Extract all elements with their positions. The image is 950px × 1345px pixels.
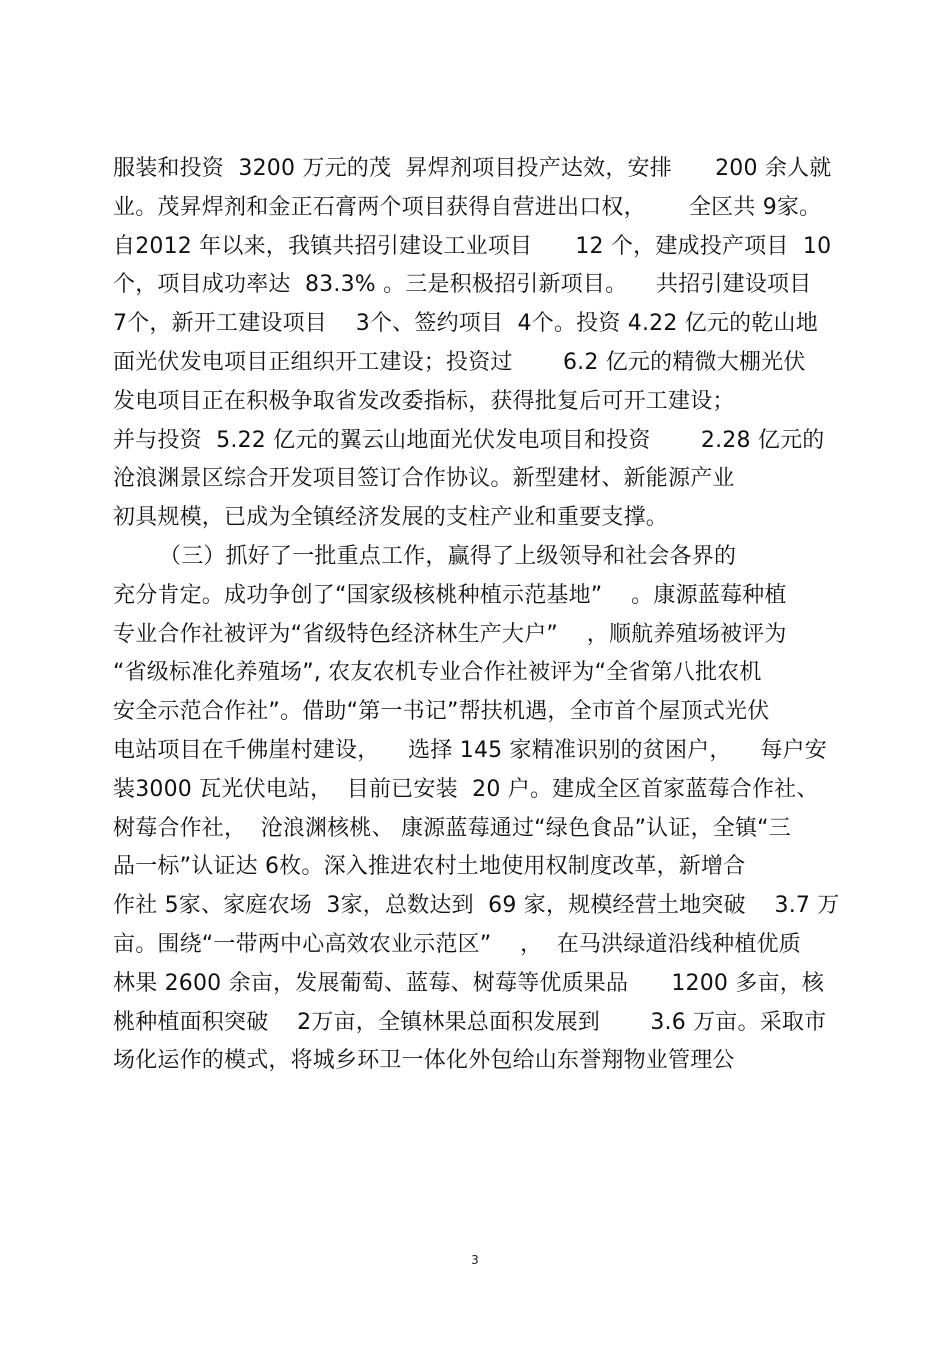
text-line: 并与投资 5.22 亿元的翼云山地面光伏发电项目和投资 2.28 亿元的 bbox=[113, 427, 825, 453]
text-line: 发电项目正在积极争取省发改委指标，获得批复后可开工建设； bbox=[113, 388, 735, 414]
text-line: 业。茂昇焊剂和金正石膏两个项目获得自营进出口权， 全区共 9家。 bbox=[113, 194, 822, 220]
page-body bbox=[113, 150, 843, 1081]
paragraph-start-line: （三）抓好了一批重点工作，赢得了上级领导和社会各界的 bbox=[159, 543, 737, 569]
text-line: 安全示范合作社”。借助“第一书记”帮扶机遇，全市首个屋顶式光伏 bbox=[113, 699, 770, 725]
text-line: 服装和投资 3200 万元的茂 昇焊剂项目投产达效，安排 200 余人就 bbox=[113, 156, 832, 181]
text-line: 面光伏发电项目正组织开工建设；投资过 6.2 亿元的精微大棚光伏 bbox=[113, 349, 806, 375]
text-line: 装3000 瓦光伏电站， 目前已安装 20 户。建成全区首家蓝莓合作社、 bbox=[113, 776, 819, 802]
text-line: 林果 2600 余亩，发展葡萄、蓝莓、树莓等优质果品 1200 多亩，核 bbox=[113, 970, 825, 996]
text-line: 场化运作的模式，将城乡环卫一体化外包给山东誉翔物业管理公 bbox=[113, 1048, 735, 1074]
text-line: 作社 5家、家庭农场 3家，总数达到 69 家，规模经营土地突破 3.7 万 bbox=[113, 893, 840, 919]
text-line: 初具规模，已成为全镇经济发展的支柱产业和重要支撑。 bbox=[113, 505, 669, 531]
text-line: “省级标准化养殖场”, 农友农机专业合作社被评为“全省第八批农机 bbox=[113, 660, 762, 686]
text-line: 7个，新开工建设项目 3个、签约项目 4个。投资 4.22 亿元的乾山地 bbox=[113, 311, 818, 337]
text-line: 电站项目在千佛崖村建设， 选择 145 家精准识别的贫困户， 每户安 bbox=[113, 737, 827, 763]
text-line: 专业合作社被评为“省级特色经济林生产大户” ，顺航养殖场被评为 bbox=[113, 621, 787, 647]
text-line: 品一标”认证达 6枚。深入推进农村土地使用权制度改革，新增合 bbox=[113, 854, 746, 880]
text-line: 树莓合作社， 沧浪渊核桃、 康源蓝莓通过“绿色食品”认证，全镇“三 bbox=[113, 815, 791, 841]
page-number: 3 bbox=[471, 1253, 479, 1267]
text-line: 亩。围绕“一带两中心高效农业示范区” ， 在马洪绿道沿线种植优质 bbox=[113, 931, 801, 957]
text-line: 桃种植面积突破 2万亩，全镇林果总面积发展到 3.6 万亩。采取市 bbox=[113, 1009, 827, 1035]
text-line: 个，项目成功率达 83.3% 。三是积极招引新项目。 共招引建设项目 bbox=[113, 272, 812, 298]
text-line: 充分肯定。成功争创了“国家级核桃种植示范基地” 。康源蓝莓种植 bbox=[113, 582, 787, 608]
text-line: 沧浪渊景区综合开发项目签订合作协议。新型建材、新能源产业 bbox=[113, 466, 735, 492]
text-line: 自2012 年以来，我镇共招引建设工业项目 12 个，建成投产项目 10 bbox=[113, 233, 832, 259]
